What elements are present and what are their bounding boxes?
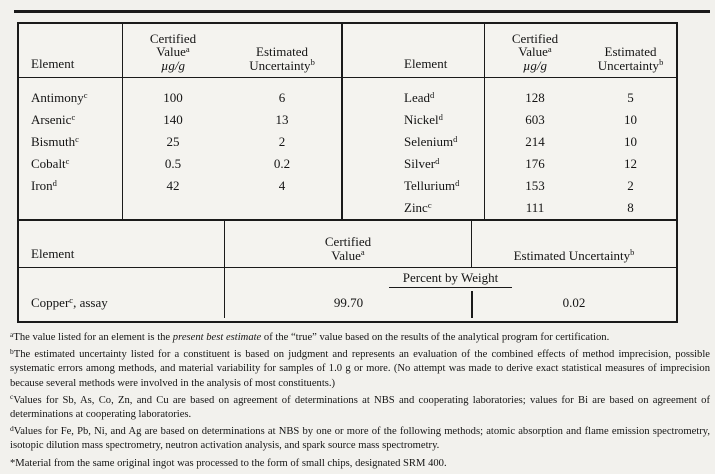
footnote-ref-b: b (630, 247, 635, 257)
trace-elements-table (19, 24, 676, 221)
column-header-element: Element (19, 24, 123, 77)
footnote-marker: d (10, 423, 14, 433)
assay-table-header (19, 221, 676, 268)
left-table-body (19, 78, 341, 219)
element-name: Copper$^c$, assay (19, 268, 225, 318)
unit-label: µg/g (160, 57, 186, 73)
left-table-header (19, 24, 341, 78)
column-header-certified-value: Certified Value$^a$ (225, 221, 472, 267)
certified-value: 153 (525, 178, 545, 193)
right-table-body (343, 78, 676, 219)
footnote-d: $^d$Values for Fe, Pb, Ni, and Ag are based on determinations at NBS by one or more of the following methods; atomic absorption and flame emission spectrometry, isotopic dilution mass spectrometry, neutron activation analysis, and spark source mass spectrometry. (10, 423, 710, 452)
footnote-marker: c (10, 392, 14, 402)
uncertainty-value: 5 (627, 90, 634, 105)
footnote-star: *Material from the same original ingot was processed to the form of small chips, designated SRM 400. (10, 457, 447, 469)
percent-by-weight-heading: Percent by Weight (225, 270, 676, 286)
uncertainty-value: 10 (624, 112, 637, 127)
certified-value: 603 (525, 112, 545, 127)
column-header-element: Element (343, 24, 485, 77)
element-name: Silver$^d$ (404, 155, 440, 171)
element-names-column (343, 78, 485, 219)
copper-assay-table (19, 221, 676, 318)
footnotes (10, 331, 710, 474)
uncertainty-value: 0.02 (562, 295, 586, 310)
certified-value: 25 (166, 134, 180, 149)
element-name: Antimony$^c$ (31, 89, 88, 105)
uncertainty-value: 2 (278, 134, 286, 149)
certified-values-column (123, 78, 223, 219)
certification-tables (17, 22, 678, 323)
uncertainty-values-column (585, 78, 676, 219)
uncertainty-value: 0.2 (273, 156, 291, 171)
uncertainty-values-column (223, 78, 341, 219)
footnote-a: $^a$The value listed for an element is the present best estimate of the “true” value based on the results of the analytical program for certification. (10, 329, 610, 343)
unit-label: µg/g (522, 57, 548, 73)
column-header-estimated-uncertainty: Estimated Uncertainty$^b$ (597, 44, 664, 73)
trace-elements-right-half (343, 24, 676, 219)
footnote-b: $^b$The estimated uncertainty listed for a constituent is based on judgment and represents an evaluation of the combined effects of method imprecision, possible systematic errors among methods, and material variability for samples of 1.0 g or more. (No attempt was made to derive exact statistical measures of imprecision because several methods were involved in the analysis of most constituents.) (10, 346, 710, 389)
trace-elements-left-half (19, 24, 343, 219)
column-header-estimated-uncertainty: Estimated Uncertainty$^b$ (249, 44, 315, 73)
certified-value: 100 (163, 90, 183, 105)
element-name: Selenium$^d$ (404, 133, 458, 149)
certified-value: 42 (166, 178, 180, 193)
footnote-ref-a: a (547, 43, 552, 54)
footnote-marker: a (10, 329, 14, 339)
element-name: Tellurium$^d$ (404, 177, 460, 193)
footnote-marker: b (10, 346, 14, 356)
element-names-column (19, 78, 123, 219)
assay-table-body (19, 268, 676, 318)
footnote-ref-a: a (185, 43, 190, 54)
footnote-ref-b: b (659, 57, 664, 67)
column-header-estimated-uncertainty: Estimated Uncertainty$^b$ (513, 247, 635, 263)
element-name: Iron$^d$ (31, 177, 57, 193)
certified-value: 140 (163, 112, 183, 127)
certified-value: 214 (525, 134, 545, 149)
uncertainty-value: 2 (627, 178, 634, 193)
element-name: Cobalt$^c$ (31, 155, 70, 171)
uncertainty-value: 6 (278, 90, 286, 105)
footnote-ref-b: b (310, 57, 315, 67)
right-table-header (343, 24, 676, 78)
column-header-certified-value: Certified Value$^a$ µg/g (123, 24, 223, 77)
element-name: Arsenic$^c$ (31, 111, 76, 127)
element-name: Zinc$^c$ (404, 199, 432, 215)
certified-value: 176 (525, 156, 545, 171)
column-header-certified-value: Certified Value$^a$ µg/g (485, 24, 585, 77)
column-divider-segment (471, 291, 473, 318)
column-header-element: Element (19, 221, 225, 267)
certified-value: 99.70 (333, 295, 364, 310)
element-name: Lead$^d$ (404, 89, 435, 105)
certified-value: 111 (525, 200, 545, 215)
element-name: Bismuth$^c$ (31, 133, 79, 149)
uncertainty-value: 4 (278, 178, 286, 193)
top-horizontal-rule (14, 10, 710, 13)
element-name: Nickel$^d$ (404, 111, 443, 127)
certified-value: 0.5 (164, 156, 182, 171)
certified-values-column (485, 78, 585, 219)
uncertainty-value: 13 (275, 112, 289, 127)
certified-value: 128 (525, 90, 545, 105)
uncertainty-value: 12 (624, 156, 637, 171)
footnote-ref-a: a (360, 247, 365, 257)
footnote-marker: * (10, 457, 16, 469)
uncertainty-value: 10 (624, 134, 637, 149)
footnote-c: $^c$Values for Sb, As, Co, Zn, and Cu are based on agreement of determinations at NBS and cooperating laboratories; values for Bi are based on agreement of determinations at cooperating laboratories. (10, 392, 710, 421)
uncertainty-value: 8 (627, 200, 634, 215)
